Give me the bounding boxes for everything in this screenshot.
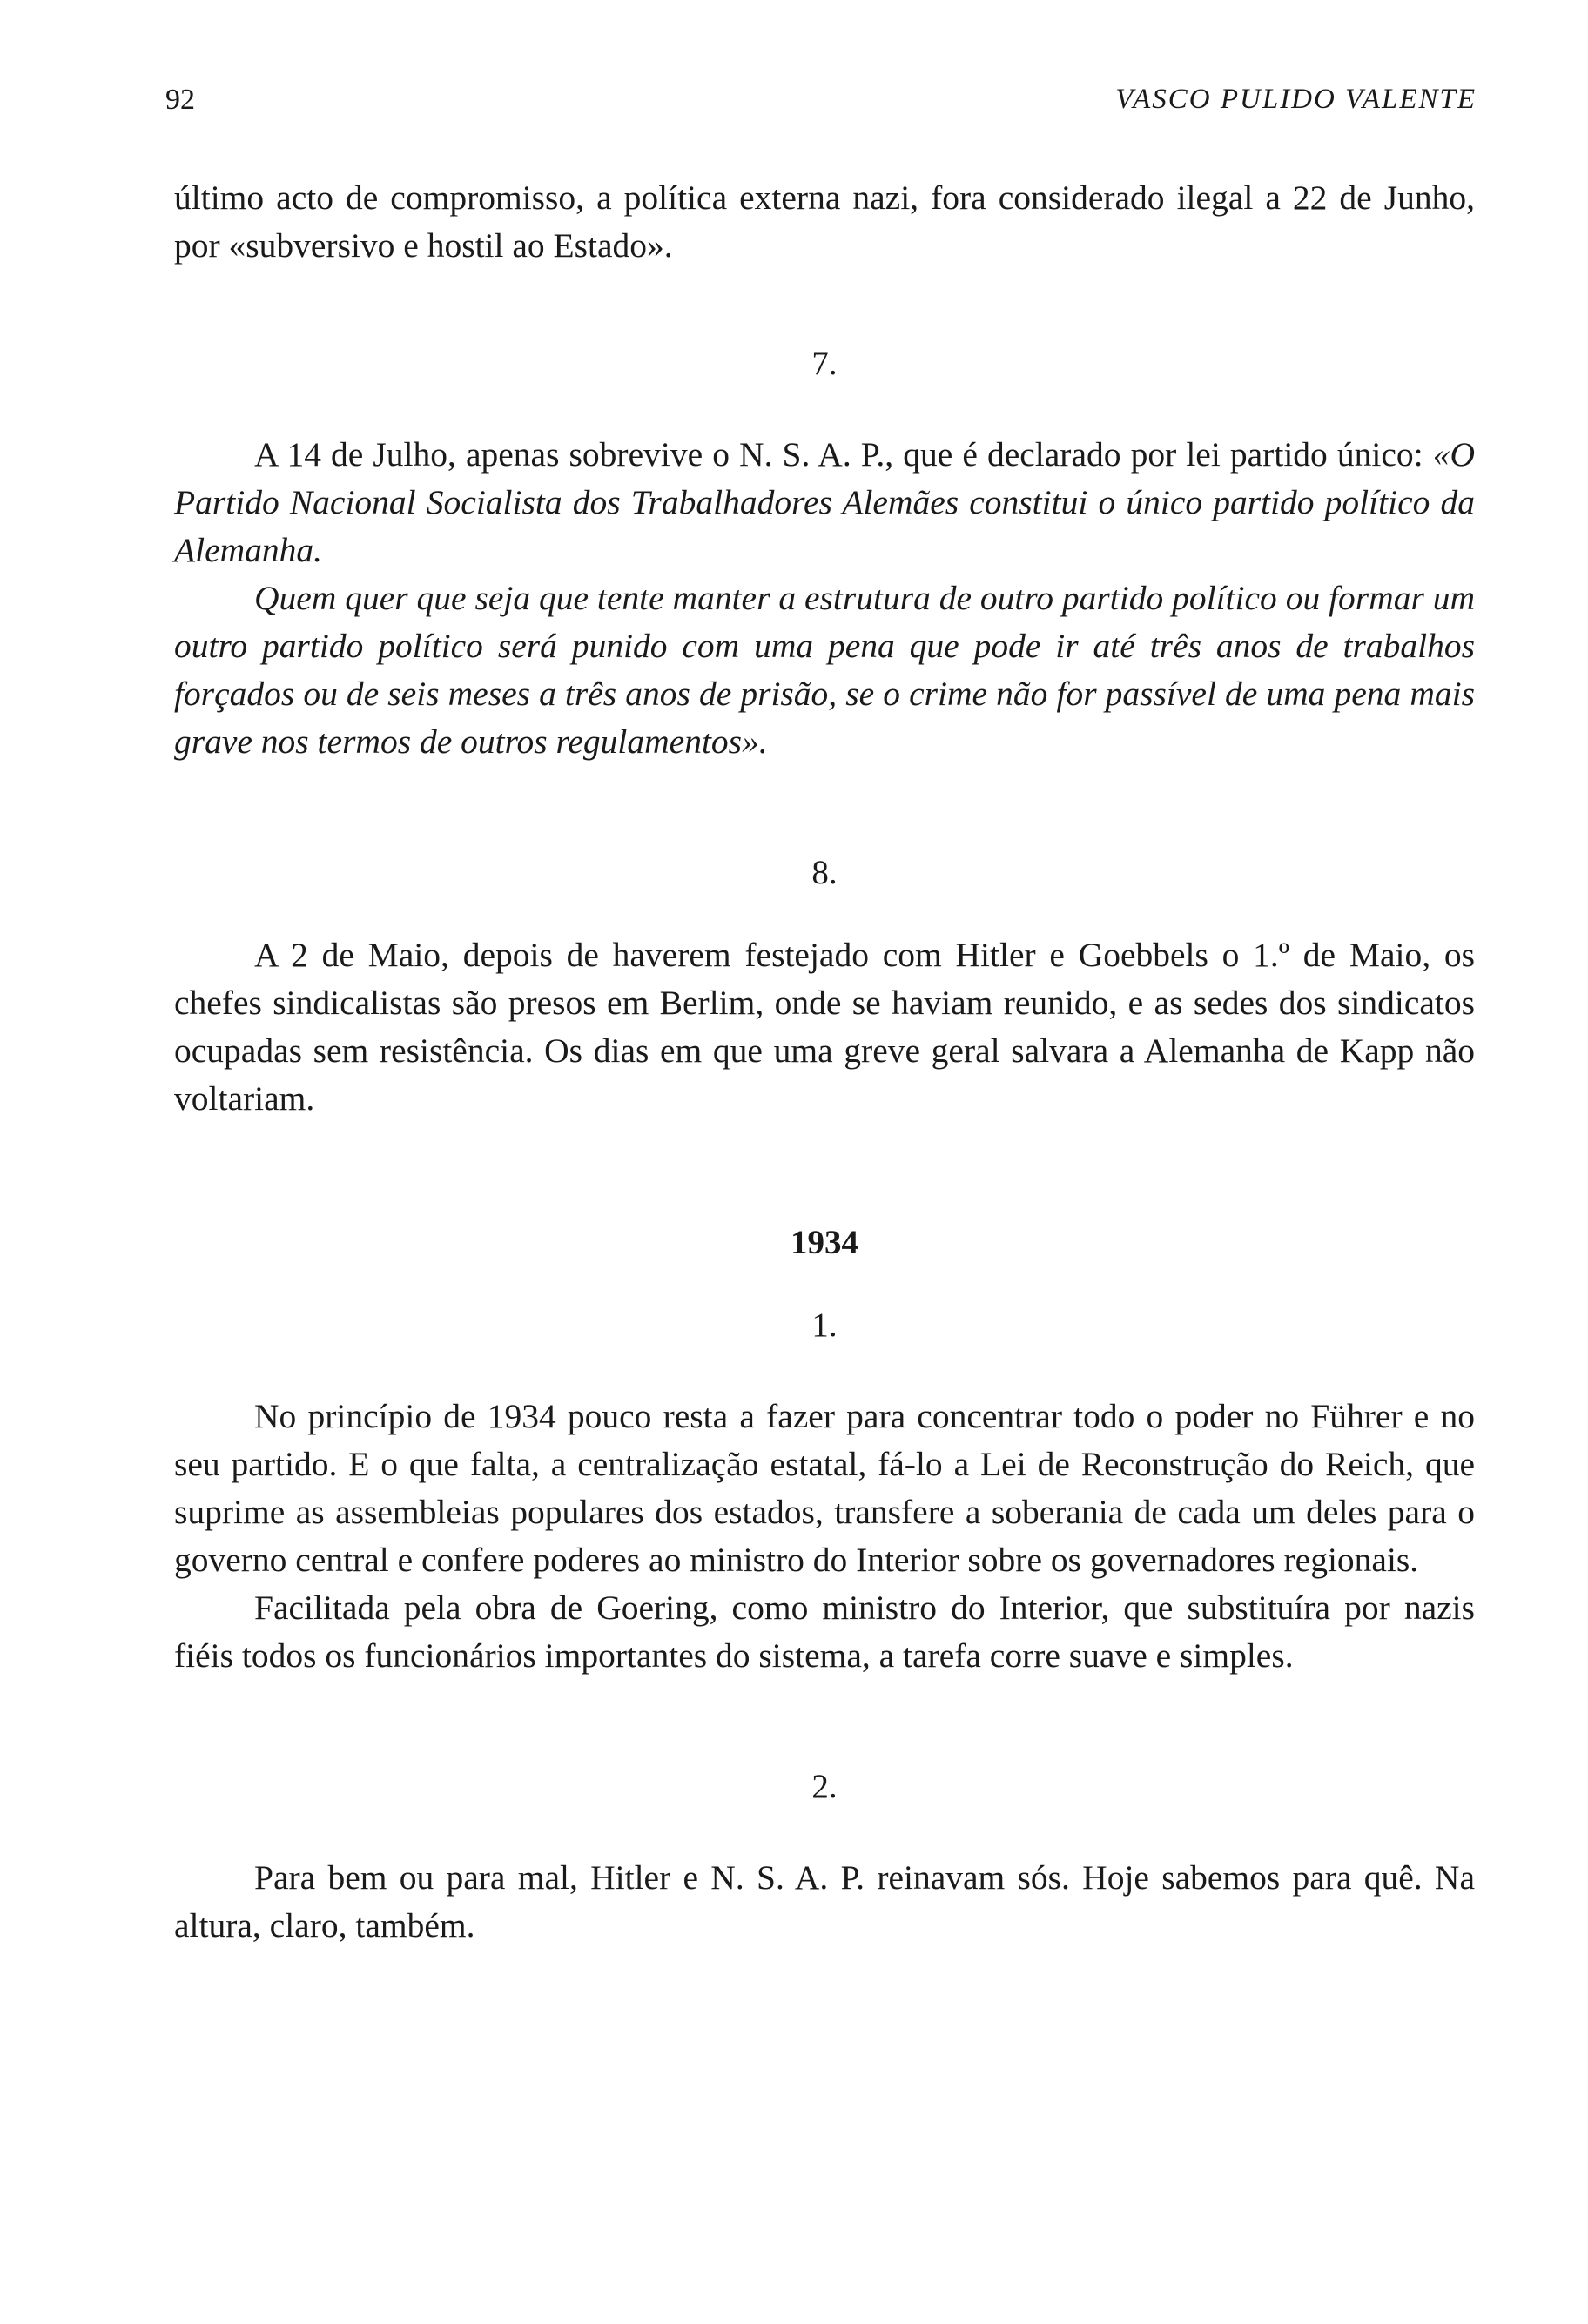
section-7-paragraph-1 [174,431,1475,574]
section-2-paragraph-1: Para bem ou para mal, Hitler e N. S. A. P. reinavam sós. Hoje sabemos para quê. Na altura, claro, também. [174,1858,1475,1945]
section-7-para1-start: A 14 de Julho, apenas sobrevive o N. S. A. P., que é declarado por lei partido único: [254,435,1433,474]
law-quote-part-2: Quem quer que seja que tente manter a estrutura de outro partido político ou formar um outro partido político será punido com uma pena que pode ir até três anos de trabalhos forçados ou de seis meses a três anos de prisão, se o crime não for passível de uma pena mais grave nos termos de outros regulamentos». [174,579,1475,761]
section-number-8: 8. [811,854,838,891]
section-1-paragraph-2: Facilitada pela obra de Goering, como ministro do Interior, que substituíra por nazis fiéis todos os funcionários importantes do sistema, a tarefa corre suave e simples. [174,1589,1475,1675]
continuation-paragraph: último acto de compromisso, a política externa nazi, fora considerado ilegal a 22 de Junho, por «subversivo e hostil ao Estado». [174,178,1475,265]
body-text [174,174,1475,1950]
section-number-7: 7. [811,345,838,382]
section-number-2: 2. [811,1768,838,1805]
section-number-1: 1. [811,1306,838,1344]
page-header [165,84,1477,127]
running-head: VASCO PULIDO VALENTE [1115,84,1477,115]
section-1-paragraph-1: No princípio de 1934 pouco resta a fazer para concentrar todo o poder no Führer e no seu partido. E o que falta, a centralização estatal, fá-lo a Lei de Reconstrução do Reich, que suprime as assembleias populares dos estados, transfere a soberania de cada um deles para o governo central e confere poderes ao ministro do Interior sobre os governadores regionais. [174,1397,1475,1579]
section-8-paragraph-1: A 2 de Maio, depois de haverem festejado com Hitler e Goebbels o 1.º de Maio, os chefes sindicalistas são presos em Berlim, onde se haviam reunido, e as sedes dos sindicatos ocupadas sem resistência. Os dias em que uma greve geral salvara a Alemanha de Kapp não voltariam. [174,936,1475,1118]
year-heading-1934: 1934 [791,1224,858,1261]
page-number: 92 [165,84,195,116]
law-quote-part-1: «O Partido Nacional Socialista dos Trabalhadores Alemães constitui o único partido político da Alemanha. [174,435,1475,569]
